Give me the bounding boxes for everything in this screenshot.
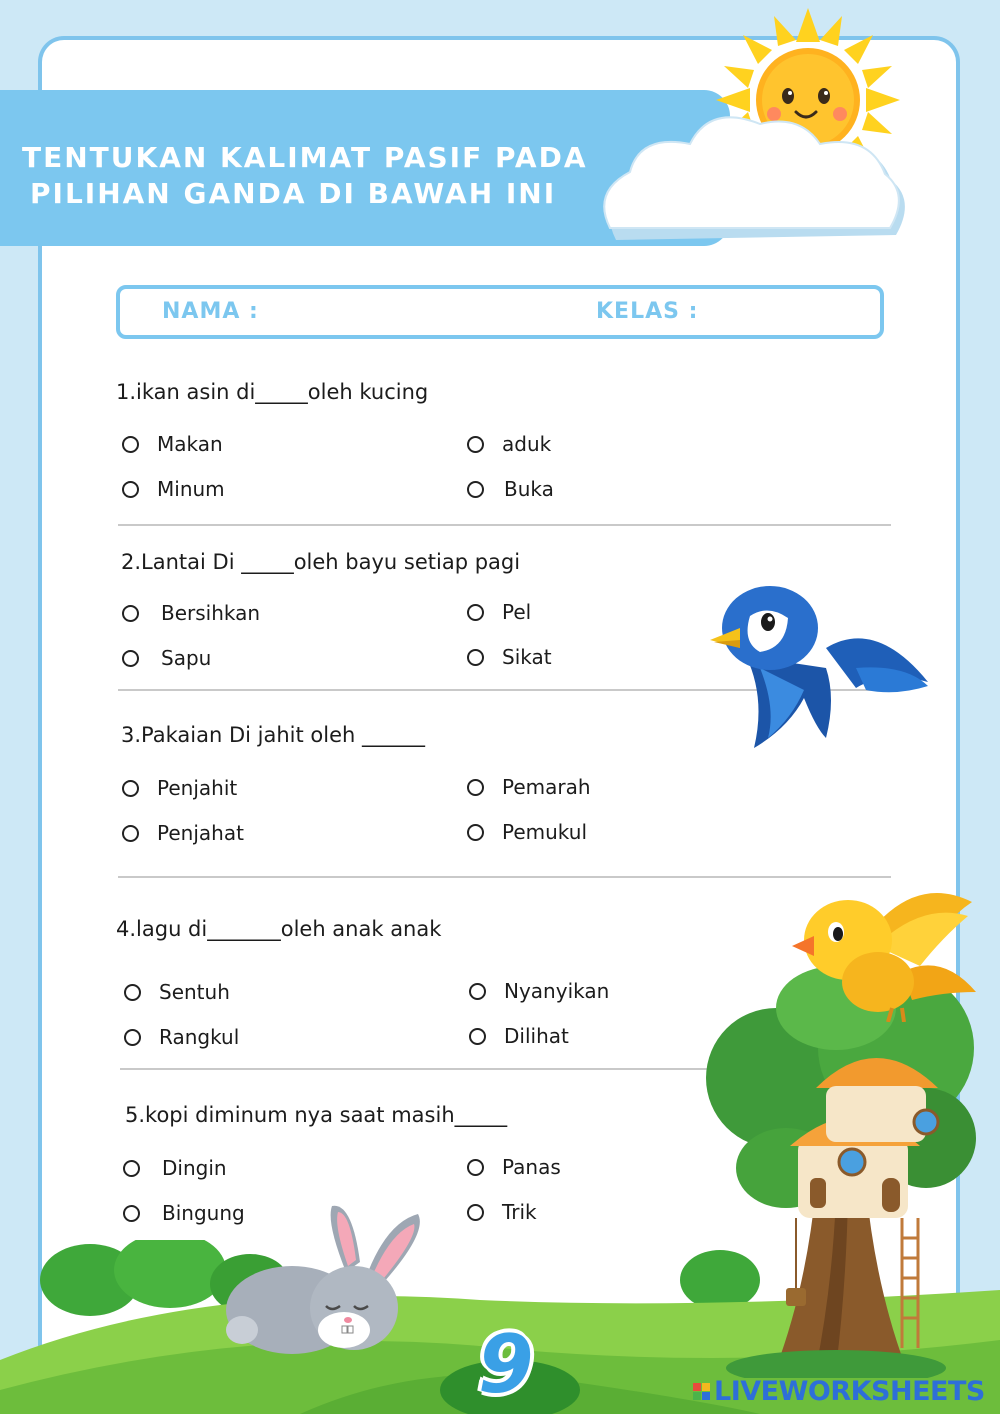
radio-button[interactable] (122, 605, 139, 622)
q1-option-c[interactable]: Minum (122, 477, 225, 501)
radio-button[interactable] (467, 604, 484, 621)
student-info-box (116, 285, 884, 339)
radio-button[interactable] (467, 481, 484, 498)
q5-option-d[interactable]: Trik (467, 1200, 537, 1224)
radio-button[interactable] (467, 436, 484, 453)
radio-button[interactable] (122, 650, 139, 667)
question-3: 3.Pakaian Di jahit oleh ______ (121, 723, 425, 747)
q4-option-c[interactable]: Rangkul (124, 1025, 239, 1049)
radio-button[interactable] (124, 1029, 141, 1046)
radio-button[interactable] (124, 984, 141, 1001)
q4-option-b[interactable]: Nyanyikan (469, 979, 609, 1003)
radio-button[interactable] (467, 1159, 484, 1176)
q5-option-c[interactable]: Bingung (123, 1201, 245, 1225)
q4-option-a[interactable]: Sentuh (124, 980, 230, 1004)
question-1: 1.ikan asin di_____oleh kucing (116, 380, 429, 404)
q3-option-a[interactable]: Penjahit (122, 776, 237, 800)
radio-button[interactable] (467, 649, 484, 666)
page-number: 9 (478, 1318, 534, 1411)
q5-option-a[interactable]: Dingin (123, 1156, 227, 1180)
radio-button[interactable] (123, 1160, 140, 1177)
radio-button[interactable] (122, 436, 139, 453)
liveworksheets-logo (693, 1376, 985, 1407)
name-label: NAMA : (162, 299, 259, 324)
radio-button[interactable] (122, 780, 139, 797)
q4-option-d[interactable]: Dilihat (469, 1024, 569, 1048)
radio-button[interactable] (467, 779, 484, 796)
divider (118, 524, 891, 526)
q1-option-b[interactable]: aduk (467, 432, 551, 456)
q3-option-d[interactable]: Pemukul (467, 820, 587, 844)
sun-cloud-illustration (596, 0, 926, 280)
q5-option-b[interactable]: Panas (467, 1155, 561, 1179)
q3-option-c[interactable]: Penjahat (122, 821, 244, 845)
divider (120, 1068, 760, 1070)
treehouse-illustration (706, 968, 976, 1378)
class-label: KELAS : (596, 299, 699, 324)
worksheet-title (22, 140, 588, 212)
radio-button[interactable] (469, 983, 486, 1000)
radio-button[interactable] (122, 825, 139, 842)
q1-option-a[interactable]: Makan (122, 432, 223, 456)
question-4: 4.lagu di_______oleh anak anak (116, 917, 442, 941)
liveworksheets-mark-icon (693, 1383, 710, 1400)
bunny-illustration (222, 1202, 430, 1362)
q2-option-b[interactable]: Pel (467, 600, 531, 624)
question-5: 5.kopi diminum nya saat masih_____ (125, 1103, 508, 1127)
radio-button[interactable] (469, 1028, 486, 1045)
yellow-bird-illustration (792, 882, 978, 1022)
q3-option-b[interactable]: Pemarah (467, 775, 591, 799)
q2-option-c[interactable]: Sapu (122, 646, 211, 670)
radio-button[interactable] (123, 1205, 140, 1222)
radio-button[interactable] (467, 824, 484, 841)
radio-button[interactable] (122, 481, 139, 498)
radio-button[interactable] (467, 1204, 484, 1221)
title-line-1: TENTUKAN KALIMAT PASIF PADA (22, 141, 588, 174)
q2-option-a[interactable]: Bersihkan (122, 601, 260, 625)
brand-name: LIVEWORKSHEETS (714, 1376, 985, 1407)
blue-bird-illustration (706, 578, 932, 754)
title-line-2: PILIHAN GANDA DI BAWAH INI (30, 177, 557, 210)
divider (118, 876, 891, 878)
q2-option-d[interactable]: Sikat (467, 645, 552, 669)
question-2: 2.Lantai Di _____oleh bayu setiap pagi (121, 550, 521, 574)
q1-option-d[interactable]: Buka (467, 477, 554, 501)
